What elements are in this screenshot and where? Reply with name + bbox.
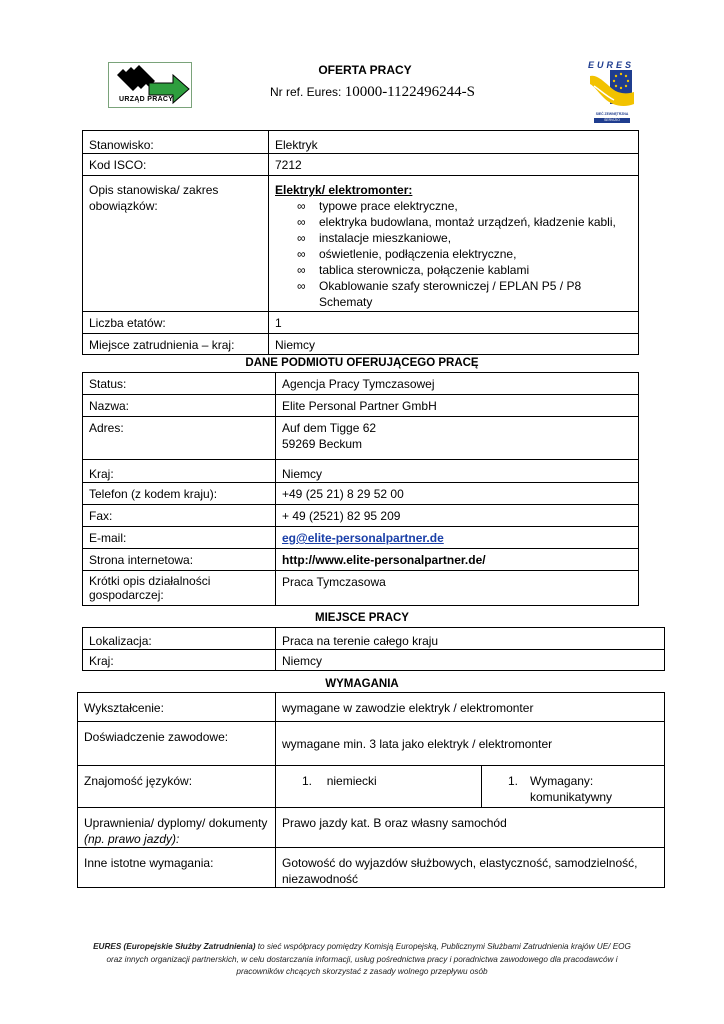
wyksztalcenie-label: Wykształcenie: [78,693,276,722]
fax-value: + 49 (2521) 82 95 209 [276,505,639,527]
urzad-pracy-logo [108,62,192,108]
uprawnienia-label-example: (np. prawo jazdy): [84,832,180,846]
position-table [82,130,639,355]
jezyk-value: niemiecki [326,774,377,788]
reference-value: 10000-1122496244-S [344,84,475,100]
reference-number [270,84,475,101]
stanowisko-label: Stanowisko: [83,131,269,154]
status-label: Status: [83,373,276,395]
list-item: ∞ Okablowanie szafy sterowniczej / EPLAN P5 / P8 Schematy [297,279,582,309]
table-row [83,549,639,571]
table-row [83,417,639,460]
table-row [83,176,639,312]
telefon-value: +49 (25 21) 8 29 52 00 [276,483,639,505]
kraj-label: Kraj: [83,460,276,483]
eures-logo-badge: SERVIZIO [594,118,630,123]
workplace-kraj-label: Kraj: [83,650,276,671]
duties-list [275,198,632,310]
table-row [83,131,639,154]
table-row [78,808,665,848]
footer-line3: pracowników chcących skorzystać z zasady wolnego przepływu osób [236,967,488,976]
list-item: ∞ elektryka budowlana, montaż urządzeń, kładzenie kabli, [297,215,616,229]
opis-value [269,176,639,312]
list-item: ∞ typowe prace elektryczne, [297,199,458,213]
poziom-number: 1. [508,774,519,788]
etaty-value: 1 [269,312,639,334]
table-row [83,373,639,395]
jezyk-number: 1. [302,774,313,788]
table-row [83,395,639,417]
inne-value: Gotowość do wyjazdów służbowych, elastyczność, samodzielność, niezawodność [276,848,665,888]
workplace-kraj-value: Niemcy [276,650,665,671]
website-link[interactable]: http://www.elite-personalpartner.de/ [282,553,486,567]
bullet-icon: ∞ [297,279,306,293]
telefon-label: Telefon (z kodem kraju): [83,483,276,505]
table-row [83,483,639,505]
eures-logo-text: EURES [588,60,635,70]
inne-label: Inne istotne wymagania: [78,848,276,888]
uprawnienia-value: Prawo jazdy kat. B oraz własny samochód [276,808,665,848]
footer-note [80,941,644,979]
lokalizacja-value: Praca na terenie całego kraju [276,628,665,650]
isco-label: Kod ISCO: [83,154,269,176]
requirements-section-title: WYMAGANIA [325,678,399,690]
bullet-icon: ∞ [297,215,306,229]
list-item: ∞ oświetlenie, podłączenia elektryczne, [297,247,517,261]
footer-line1-rest: to sieć współpracy pomiędzy Komisją Europejską, Publicznymi Służbami Zatrudnienia krajów UE/ EOG [255,942,631,951]
table-row [83,505,639,527]
adres-line2: 59269 Beckum [282,437,363,451]
urzad-pracy-logo-text: URZĄD PRACY [119,96,174,103]
table-row [83,527,639,549]
eures-logo-subtitle: SIEĆ ZEWNĘTRZNA [595,112,629,116]
list-item: ∞ tablica sterownicza, połączenie kablami [297,263,530,277]
reference-label: Nr ref. Eures: [270,85,345,99]
lokalizacja-label: Lokalizacja: [83,628,276,650]
employer-section-title: DANE PODMIOTU OFERUJĄCEGO PRACĘ [245,357,479,369]
table-row [83,460,639,483]
poziom-value: Wymagany: komunikatywny [530,774,613,804]
stanowisko-value: Elektryk [269,131,639,154]
bullet-icon: ∞ [297,199,306,213]
adres-value [276,417,639,460]
adres-label: Adres: [83,417,276,460]
requirements-table [77,692,665,888]
table-row [78,722,665,766]
table-row [78,693,665,722]
footer-bold: EURES (Europejskie Służby Zatrudnienia) [93,942,256,951]
workplace-section-title: MIEJSCE PRACY [315,612,409,624]
table-row [78,766,665,808]
table-row [83,571,639,606]
bullet-icon: ∞ [297,231,306,245]
footer-line2: oraz innych organizacji partnerskich, w celu dostarczania informacji, usług pośrednictwa pracy i poradnictwa zawodowego dla pracodawców i [106,954,618,964]
uprawnienia-label [78,808,276,848]
nazwa-value: Elite Personal Partner GmbH [276,395,639,417]
footer-line1 [80,941,644,954]
bullet-icon: ∞ [297,263,306,277]
kraj-value: Niemcy [276,460,639,483]
isco-value: 7212 [269,154,639,176]
status-value: Agencja Pracy Tymczasowej [276,373,639,395]
uprawnienia-label-text: Uprawnienia/ dyplomy/ dokumenty [84,816,268,830]
adres-line1: Auf dem Tigge 62 [282,421,377,435]
table-row [83,312,639,334]
list-item: ∞ instalacje mieszkaniowe, [297,231,452,245]
opis-dzialalnosci-value: Praca Tymczasowa [276,571,639,606]
email-label: E-mail: [83,527,276,549]
doswiadczenie-label: Doświadczenie zawodowe: [78,722,276,766]
table-row [83,650,665,671]
workplace-table [82,627,665,671]
poziom-value-cell [482,766,665,808]
bullet-icon: ∞ [297,247,306,261]
table-row [83,628,665,650]
wyksztalcenie-value: wymagane w zawodzie elektryk / elektromonter [276,693,665,722]
employer-table [82,372,639,606]
opis-dzialalnosci-label: Krótki opis działalności gospodarczej: [83,571,276,606]
etaty-label: Liczba etatów: [83,312,269,334]
doswiadczenie-value: wymagane min. 3 lata jako elektryk / elektromonter [276,722,665,766]
opis-heading: Elektryk/ elektromonter: [275,183,413,197]
www-label: Strona internetowa: [83,549,276,571]
table-row [83,334,639,355]
email-link[interactable]: eg@elite-personalpartner.de [282,531,444,545]
page-title: OFERTA PRACY [318,63,412,77]
jezyk-value-cell [276,766,482,808]
eures-logo [584,60,640,126]
table-row [83,154,639,176]
opis-label: Opis stanowiska/ zakres obowiązków: [83,176,269,312]
fax-label: Fax: [83,505,276,527]
table-row [78,848,665,888]
jezyki-label: Znajomość języków: [78,766,276,808]
miejsce-label: Miejsce zatrudnienia – kraj: [83,334,269,355]
nazwa-label: Nazwa: [83,395,276,417]
miejsce-value: Niemcy [269,334,639,355]
